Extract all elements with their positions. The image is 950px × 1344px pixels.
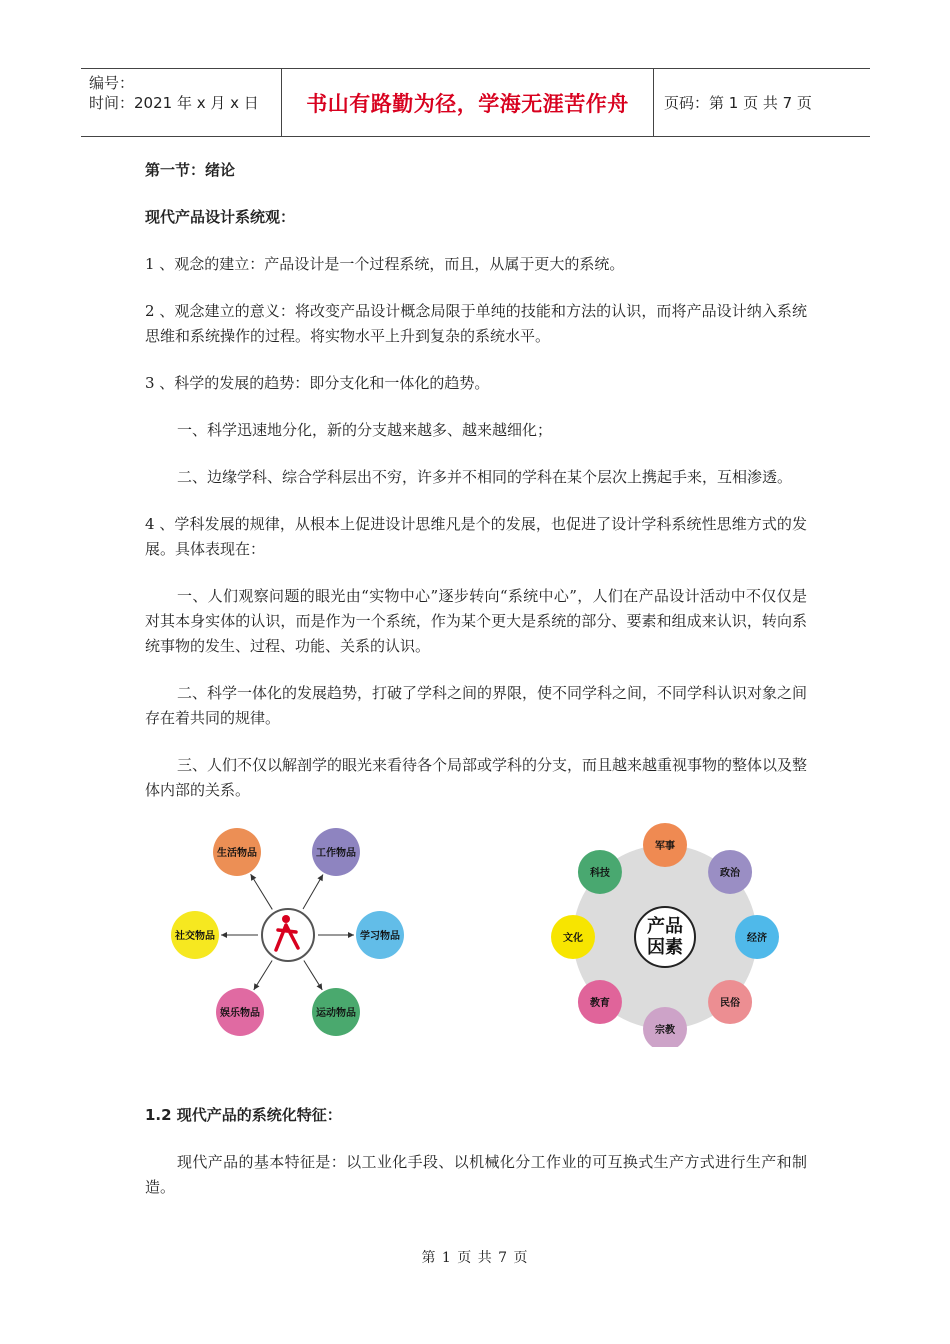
page-info: 页码：第 1 页 共 7 页 bbox=[664, 94, 812, 112]
center-label-line2: 因素 bbox=[647, 937, 683, 958]
factor-label: 教育 bbox=[589, 998, 610, 1010]
factor-label: 科技 bbox=[589, 867, 610, 879]
number-label: 编号： bbox=[89, 74, 135, 92]
paragraph-2: 2 、观念建立的意义：将改变产品设计概念局限于单纯的技能和方法的认识，而将产品设计纳入系统思维和系统操作的过程。将实物水平上升到复杂的系统水平。 bbox=[145, 302, 807, 345]
category-label: 工作物品 bbox=[316, 848, 356, 859]
product-factors-diagram bbox=[540, 822, 790, 1047]
document-header bbox=[81, 68, 870, 137]
arrowhead-icon bbox=[348, 932, 354, 938]
document-body bbox=[145, 158, 807, 825]
category-label: 娱乐物品 bbox=[220, 1008, 260, 1019]
paragraph-4b: 二、科学一体化的发展趋势，打破了学科之间的界限，使不同学科之间，不同学科认识对象之间存在着共同的规律。 bbox=[145, 684, 808, 727]
factor-label: 军事 bbox=[655, 841, 675, 852]
connector-line bbox=[251, 874, 273, 909]
paragraph-4c: 三、人们不仅以解剖学的眼光来看待各个局部或学科的分支，而且越来越重视事物的整体以及整体内部的关系。 bbox=[145, 756, 808, 799]
center-label-line1: 产品 bbox=[647, 916, 683, 937]
paragraph-3b: 二、边缘学科、综合学科层出不穷，许多并不相同的学科在某个层次上携起手来，互相渗透。 bbox=[177, 468, 793, 486]
motto-text: 书山有路勤为径，学海无涯苦作舟 bbox=[306, 91, 629, 116]
paragraph-4: 4 、学科发展的规律，从根本上促进设计思维凡是个的发展，也促进了设计学科系统性思维方式的发展。具体表现在： bbox=[145, 515, 807, 558]
category-label: 社交物品 bbox=[175, 931, 215, 942]
section-title: 第一节：绪论 bbox=[145, 161, 236, 179]
person-hub bbox=[262, 909, 314, 961]
paragraph-1: 1 、观念的建立：产品设计是一个过程系统，而且，从属于更大的系统。 bbox=[145, 255, 625, 273]
header-page-cell bbox=[654, 69, 870, 136]
date-label: 时间：2021 年 x 月 x 日 bbox=[89, 94, 259, 112]
section-subtitle: 现代产品设计系统观： bbox=[145, 208, 296, 226]
factor-label: 宗教 bbox=[655, 1025, 675, 1036]
arrowhead-icon bbox=[221, 932, 227, 938]
section-2-title: 1.2 现代产品的系统化特征： bbox=[145, 1106, 342, 1124]
paragraph-4a: 一、人们观察问题的眼光由“实物中心”逐步转向“系统中心”，人们在产品设计活动中不仅仅是对其本身实体的认识，而是作为一个系统，作为某个更大是系统的部分、要素和组成来认识，转向系统事物的发生、过程、功能、关系的认识。 bbox=[145, 587, 807, 655]
arrowhead-icon bbox=[251, 874, 257, 881]
paragraph-3: 3 、科学的发展的趋势：即分支化和一体化的趋势。 bbox=[145, 374, 490, 392]
header-motto-cell bbox=[281, 69, 654, 136]
product-category-diagram bbox=[160, 822, 420, 1047]
arrowhead-icon bbox=[317, 983, 323, 990]
category-label: 生活物品 bbox=[217, 848, 257, 859]
section-2 bbox=[145, 1103, 807, 1222]
factor-label: 政治 bbox=[720, 867, 741, 879]
factor-label: 民俗 bbox=[720, 998, 741, 1010]
category-label: 运动物品 bbox=[316, 1008, 356, 1019]
factor-label: 文化 bbox=[563, 933, 583, 944]
person-head-icon bbox=[282, 915, 290, 923]
category-label: 学习物品 bbox=[360, 931, 400, 942]
arrowhead-icon bbox=[254, 983, 260, 990]
page-footer: 第 1 页 共 7 页 bbox=[421, 1250, 529, 1266]
paragraph-3a: 一、科学迅速地分化，新的分支越来越多、越来越细化； bbox=[177, 421, 553, 439]
paragraph-5: 现代产品的基本特征是：以工业化手段、以机械化分工作业的可互换式生产方式进行生产和制造。 bbox=[145, 1153, 807, 1196]
header-meta bbox=[81, 69, 281, 136]
factor-label: 经济 bbox=[747, 933, 767, 944]
